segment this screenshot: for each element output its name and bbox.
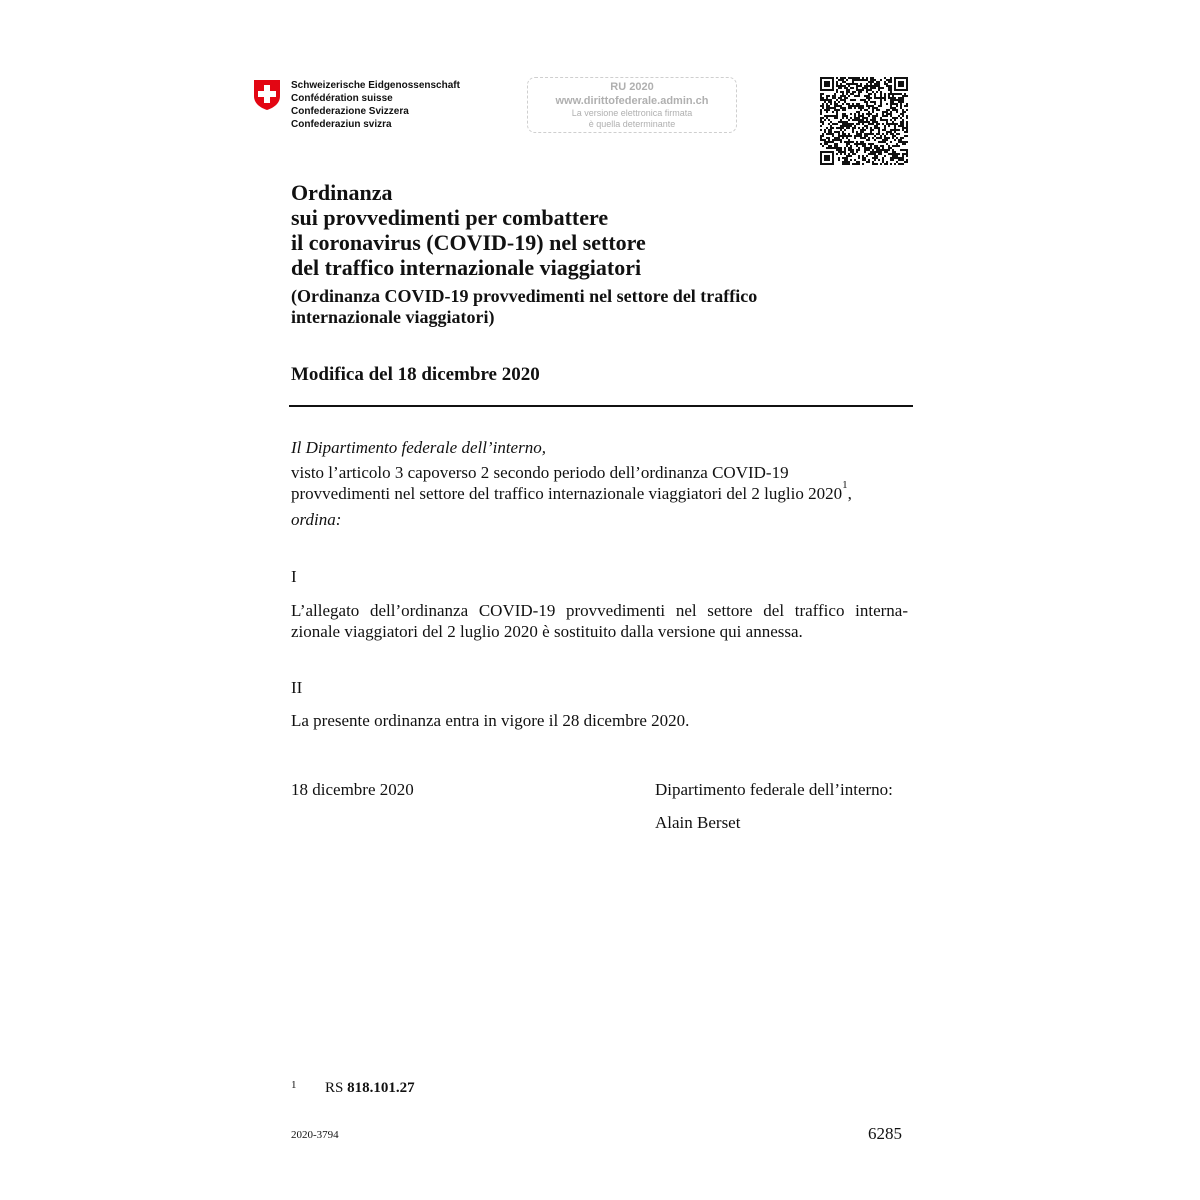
short-title-line: internazionale viaggiatori) xyxy=(291,307,495,327)
legal-basis-end: , xyxy=(847,484,852,503)
stamp-collection: RU 2020 xyxy=(610,81,654,93)
footnote-reference[interactable]: 1 xyxy=(842,479,848,491)
short-title xyxy=(291,286,757,328)
section-number: II xyxy=(291,678,303,697)
section-text-line: L’allegato dell’ordinanza COVID-19 provvedimenti nel settore del traffico interna- xyxy=(291,601,908,620)
title-divider xyxy=(289,405,913,407)
swiss-cross-icon xyxy=(253,79,281,111)
section-text-line: zionale viaggiatori del 2 luglio 2020 è sostituito dalla versione qui annessa. xyxy=(291,622,803,641)
footnote-text xyxy=(325,1079,415,1097)
confederation-name-de: Schweizerische Eidgenossenschaft xyxy=(291,80,460,91)
legal-basis-line: visto l’articolo 3 capoverso 2 secondo periodo dell’ordinanza COVID-19 xyxy=(291,463,789,482)
stamp-note-1: La versione elettronica firmata xyxy=(571,108,693,118)
confederation-name-fr: Confédération suisse xyxy=(291,93,393,104)
document-title xyxy=(291,180,646,280)
section-text xyxy=(291,600,908,642)
section-number: I xyxy=(291,567,297,586)
section-text: La presente ordinanza entra in vigore il 28 dicembre 2020. xyxy=(291,711,690,730)
footnote-prefix: RS xyxy=(325,1080,344,1096)
official-publication-stamp xyxy=(527,77,737,133)
confederation-name-rm: Confederaziun svizra xyxy=(291,119,392,130)
title-line: Ordinanza xyxy=(291,180,393,205)
footnote-number: 1 xyxy=(291,1079,297,1091)
legal-basis xyxy=(291,462,852,504)
title-line: il coronavirus (COVID-19) nel settore xyxy=(291,230,646,255)
confederation-name-it: Confederazione Svizzera xyxy=(291,106,409,117)
footnote-reference-number[interactable]: 818.101.27 xyxy=(347,1080,415,1096)
stamp-note-2: è quella determinante xyxy=(588,119,676,129)
amendment-date: Modifica del 18 dicembre 2020 xyxy=(291,364,540,385)
issuing-authority: Il Dipartimento federale dell’interno, xyxy=(291,438,546,457)
title-line: sui provvedimenti per combattere xyxy=(291,205,609,230)
enacting-formula: ordina: xyxy=(291,510,342,529)
page-number: 6285 xyxy=(868,1124,902,1143)
short-title-line: (Ordinanza COVID-19 provvedimenti nel settore del traffico xyxy=(291,286,758,306)
title-line: del traffico internazionale viaggiatori xyxy=(291,255,642,280)
signer-name: Alain Berset xyxy=(655,813,741,832)
signing-department: Dipartimento federale dell’interno: xyxy=(655,780,893,799)
qr-code-icon xyxy=(820,77,908,165)
document-reference: 2020-3794 xyxy=(291,1129,339,1141)
confederation-names xyxy=(291,79,460,131)
stamp-url[interactable]: www.dirittofederale.admin.ch xyxy=(555,95,709,107)
signature-date: 18 dicembre 2020 xyxy=(291,780,414,799)
legal-basis-text: provvedimenti nel settore del traffico internazionale viaggiatori del 2 luglio 2020 xyxy=(291,484,843,503)
legal-basis-line xyxy=(291,479,852,504)
